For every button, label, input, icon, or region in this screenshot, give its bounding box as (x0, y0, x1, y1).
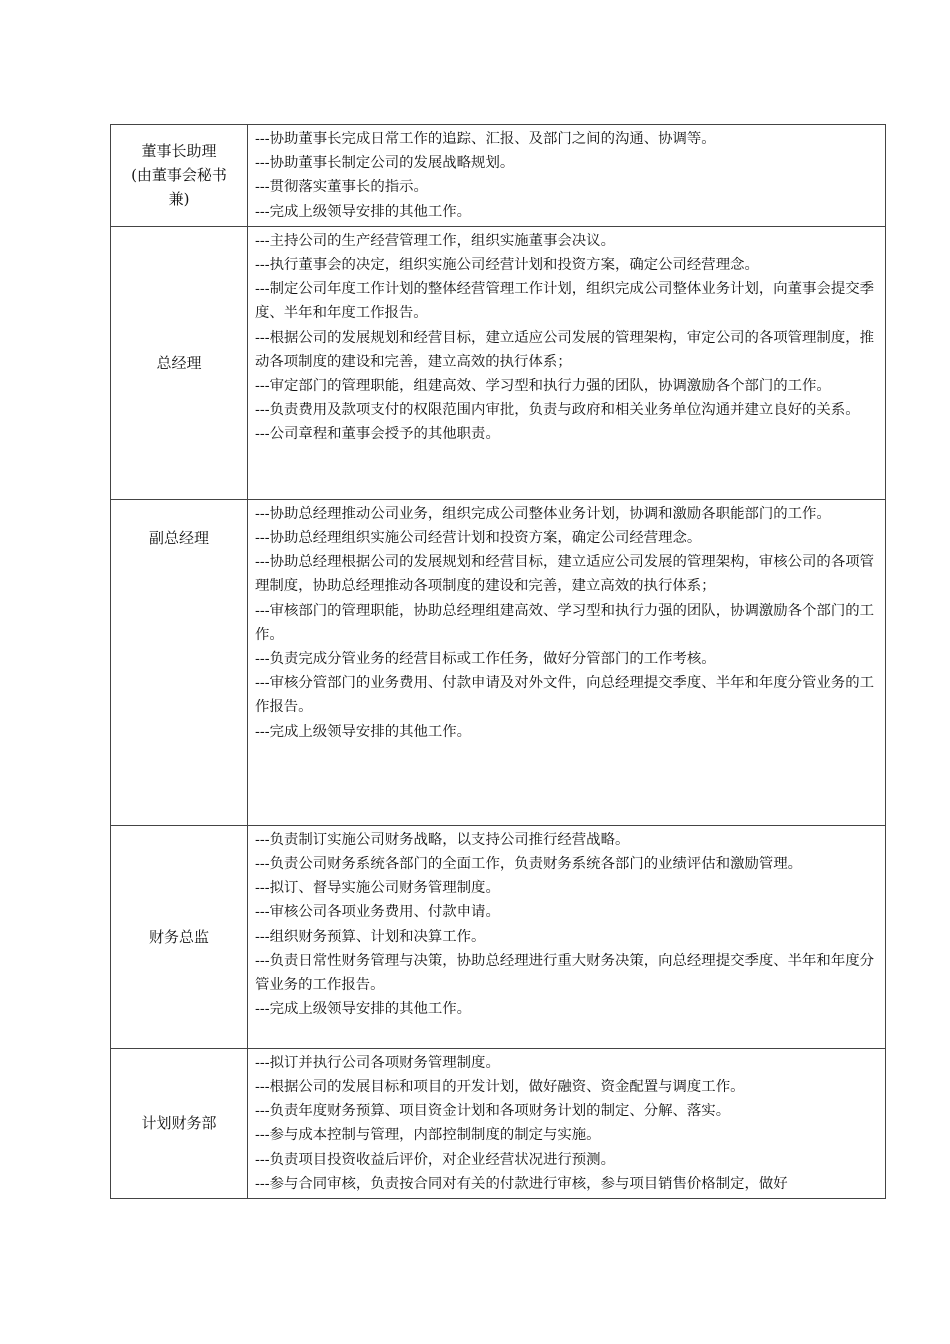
role-label: 财务总监 (148, 927, 209, 946)
duty-item: ---完成上级领导安排的其他工作。 (255, 723, 472, 740)
duty-item: ---组织财务预算、计划和决算工作。 (255, 928, 486, 945)
duty-item: ---负责项目投资收益后评价，对企业经营状况进行预测。 (255, 1151, 615, 1168)
duties-cell (248, 226, 886, 499)
duty-item: ---完成上级领导安排的其他工作。 (255, 203, 472, 220)
duty-item: ---负责完成分管业务的经营目标或工作任务，做好分管部门的工作考核。 (255, 651, 716, 668)
role-label: 总经理 (156, 353, 202, 372)
table-row (111, 825, 886, 1048)
role-cell (111, 825, 248, 1048)
role-cell (111, 499, 248, 825)
duty-item: ---贯彻落实董事长的指示。 (255, 179, 428, 196)
table-row (111, 1048, 886, 1198)
duty-item: ---协助总经理组织实施公司经营计划和投资方案，确定公司经营理念。 (255, 530, 702, 547)
duty-item: ---主持公司的生产经营管理工作，组织实施董事会决议。 (255, 232, 615, 249)
duty-item: ---负责日常性财务管理与决策，协助总经理进行重大财务决策，向总经理提交季度、半年和年度分管业务的工作报告。 (255, 952, 874, 994)
duties-cell (248, 125, 886, 227)
job-duties-table (110, 124, 886, 1199)
duty-item: ---协助总经理推动公司业务，组织完成公司整体业务计划，协调和激励各职能部门的工作。 (255, 505, 831, 522)
role-cell (111, 125, 248, 227)
duty-item: ---负责公司财务系统各部门的全面工作，负责财务系统各部门的业绩评估和激励管理。 (255, 856, 803, 873)
duty-item: ---参与成本控制与管理，内部控制制度的制定与实施。 (255, 1127, 601, 1144)
duty-item: ---审核公司各项业务费用、付款申请。 (255, 904, 500, 921)
duty-item: ---协助总经理根据公司的发展规划和经营目标，建立适应公司发展的管理架构，审核公司的各项管理制度，协助总经理推动各项制度的建设和完善，建立高效的执行体系； (255, 554, 874, 595)
duties-cell (248, 499, 886, 825)
role-label: 副总经理 (148, 528, 209, 547)
duty-item: ---拟订、督导实施公司财务管理制度。 (255, 880, 500, 897)
duty-item: ---审核部门的管理职能，协助总经理组建高效、学习型和执行力强的团队，协调激励各个部门的工作。 (255, 602, 874, 643)
duties-cell (248, 1048, 886, 1198)
table-row (111, 499, 886, 825)
duty-item: ---制定公司年度工作计划的整体经营管理工作计划，组织完成公司整体业务计划，向董事会提交季度、半年和年度工作报告。 (255, 281, 874, 322)
duty-item: ---完成上级领导安排的其他工作。 (255, 1001, 472, 1018)
role-label: 兼) (168, 190, 190, 209)
duty-item: ---审定部门的管理职能，组建高效、学习型和执行力强的团队，协调激励各个部门的工作。 (255, 378, 831, 395)
table-row (111, 226, 886, 499)
duty-item: ---根据公司的发展目标和项目的开发计划，做好融资、资金配置与调度工作。 (255, 1079, 745, 1096)
duty-item: ---参与合同审核，负责按合同对有关的付款进行审核，参与项目销售价格制定，做好 (255, 1175, 788, 1192)
duty-item: ---执行董事会的决定，组织实施公司经营计划和投资方案，确定公司经营理念。 (255, 257, 759, 274)
duty-item: ---拟订并执行公司各项财务管理制度。 (255, 1054, 500, 1071)
role-label: 计划财务部 (141, 1114, 217, 1133)
duties-cell (248, 825, 886, 1048)
duty-item: ---根据公司的发展规划和经营目标，建立适应公司发展的管理架构，审定公司的各项管理制度，推动各项制度的建设和完善，建立高效的执行体系； (255, 329, 874, 370)
role-label: 董事长助理 (141, 142, 217, 161)
duty-item: ---负责年度财务预算、项目资金计划和各项财务计划的制定、分解、落实。 (255, 1103, 731, 1120)
duty-item: ---协助董事长完成日常工作的追踪、汇报、及部门之间的沟通、协调等。 (255, 131, 716, 147)
duty-item: ---负责费用及款项支付的权限范围内审批，负责与政府和相关业务单位沟通并建立良好的关系。 (255, 402, 860, 419)
duty-item: ---协助董事长制定公司的发展战略规划。 (255, 155, 515, 172)
role-cell (111, 1048, 248, 1198)
duty-item: ---负责制订实施公司财务战略，以支持公司推行经营战略。 (255, 831, 630, 848)
role-label: (由董事会秘书 (131, 166, 227, 185)
duty-item: ---审核分管部门的业务费用、付款申请及对外文件，向总经理提交季度、半年和年度分管业务的工作报告。 (255, 675, 874, 716)
table-row (111, 125, 886, 227)
role-cell (111, 226, 248, 499)
duty-item: ---公司章程和董事会授予的其他职责。 (255, 426, 500, 443)
